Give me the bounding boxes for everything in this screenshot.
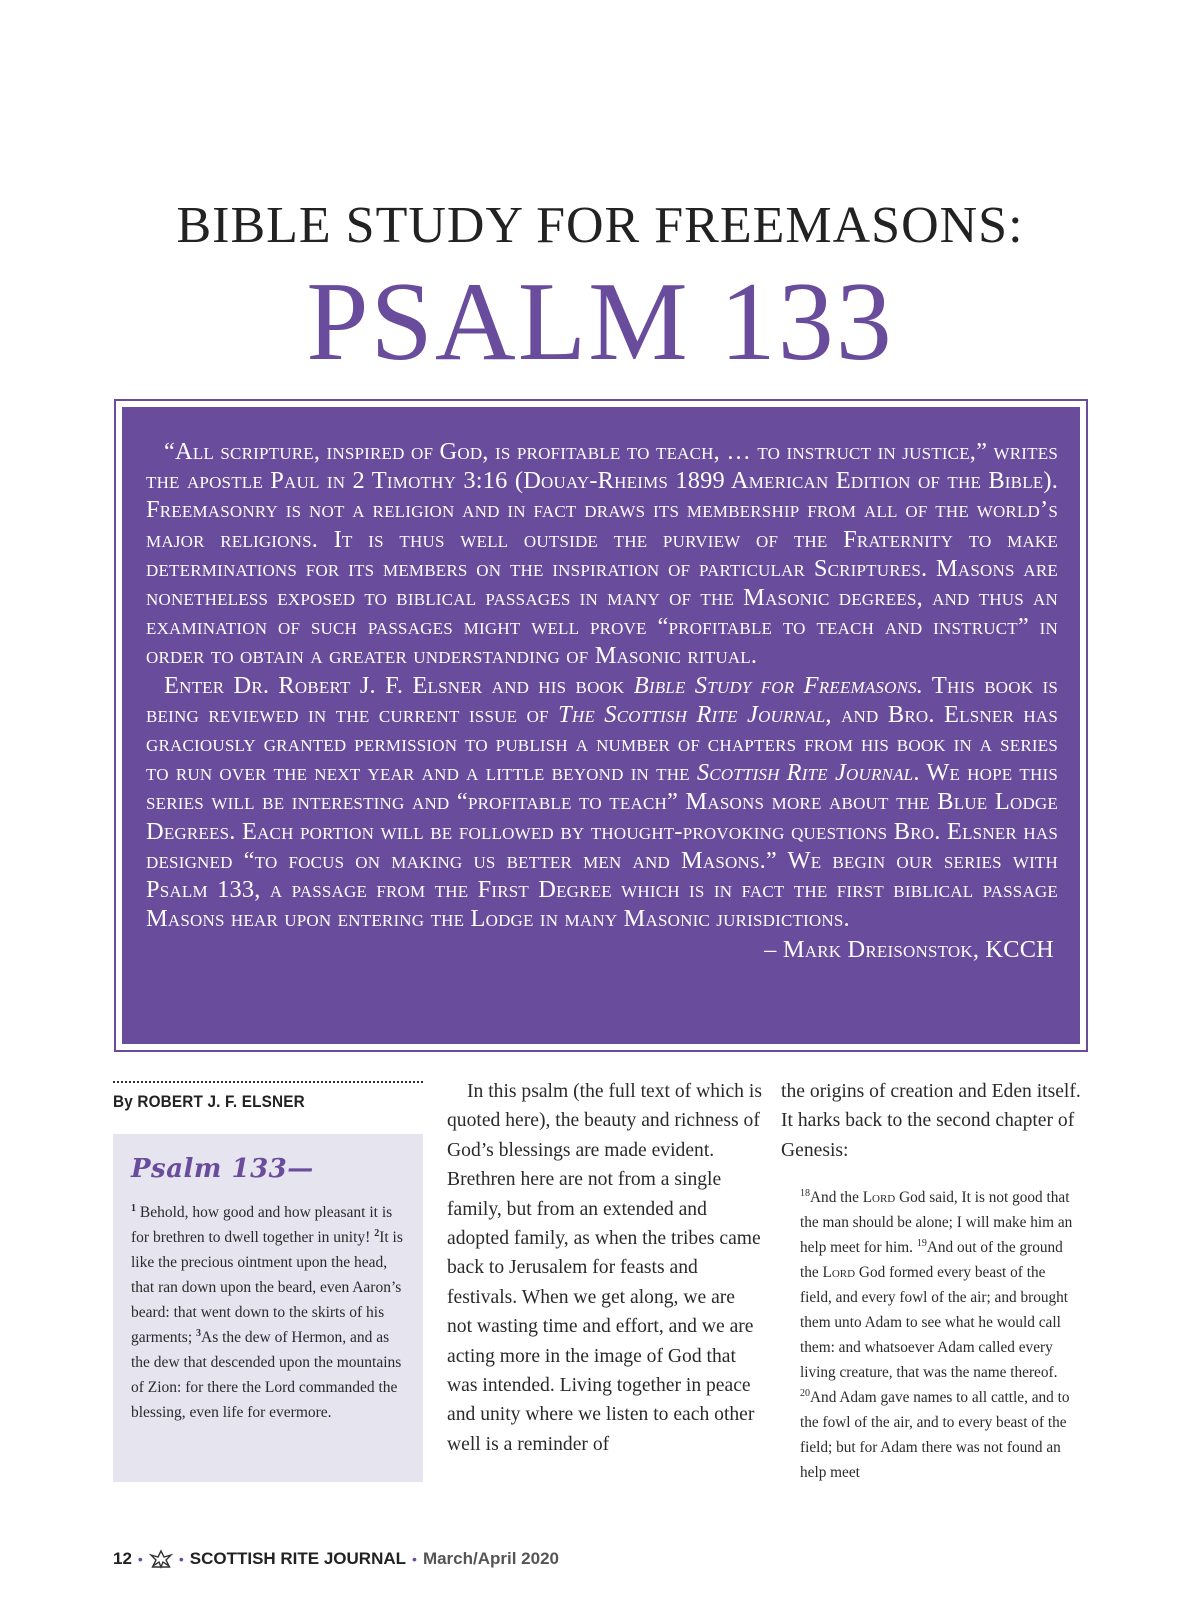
footer-bullet: • bbox=[412, 1551, 417, 1567]
body-paragraph: In this psalm (the full text of which is quoted here), the beauty and richness of God’s blessings are made evident. Brethren here are not from a single family, but from an extended and adopted family, as when the tribes came back to Jerusalem for feasts and festivals. When we get along, we are not wasting time and effort, and we are acting more in the image of God that was intended. Living together in peace and unity where we listen to each other well is a reminder of bbox=[447, 1081, 762, 1455]
footer-bullet: • bbox=[137, 1551, 143, 1567]
page-footer bbox=[113, 1547, 559, 1571]
psalm-text bbox=[131, 1200, 405, 1425]
intro-paragraph-1: “All scripture, inspired of God, is profitable to teach, … to instruct in justice,” writes the apostle Paul in 2 Timothy 3:16 (Douay-Rheims 1899 American Edition of the Bible). Freemasonry is not a religion and in fact draws its membership from all of the world’s major religions. It is thus well outside the purview of the Fraternity to make determinations for its members on the inspiration of particular Scriptures. Masons are nonetheless exposed to biblical passages in many of the Masonic degrees, and thus an examination of such passages might well prove “profitable to teach and instruct” in order to obtain a greater understanding of Masonic ritual. bbox=[146, 438, 1058, 670]
verse-text: It is like the precious ointment upon the head, that ran down upon the beard, even Aaron’s beard: that went down to the skirts of his garments; bbox=[131, 1229, 403, 1346]
byline: By ROBERT J. F. ELSNER bbox=[113, 1092, 305, 1111]
footer-bullet: • bbox=[178, 1551, 184, 1567]
verse-text: God said, It is not good that the man should be alone; I will make him an help meet for him. bbox=[800, 1189, 1073, 1256]
issue-date: March/April 2020 bbox=[422, 1549, 559, 1568]
intro-text: This book is being reviewed in the current issue of bbox=[146, 671, 1058, 728]
journal-name: SCOTTISH RITE JOURNAL bbox=[189, 1549, 407, 1568]
page-number: 12 bbox=[113, 1549, 132, 1568]
lord-smallcaps: Lord bbox=[822, 1264, 856, 1281]
verse-number: 20 bbox=[800, 1387, 810, 1399]
verse-number: 2 bbox=[374, 1227, 380, 1239]
verse-number: 19 bbox=[916, 1237, 927, 1249]
lord-smallcaps: Lord bbox=[862, 1189, 896, 1206]
journal-title: Scottish Rite Journal bbox=[696, 759, 914, 787]
article-title: PSALM 133 bbox=[306, 260, 894, 384]
byline-divider bbox=[113, 1081, 423, 1083]
verse-number: 3 bbox=[196, 1327, 201, 1339]
intro-signature: – Mark Dreisonstok, KCCH bbox=[764, 936, 1054, 964]
verse-number: 1 bbox=[131, 1202, 136, 1214]
book-title: Bible Study for Freemasons. bbox=[633, 671, 924, 699]
intro-box-inner bbox=[122, 407, 1080, 1044]
psalm-sidebar bbox=[113, 1134, 423, 1482]
verse-text: And out of the ground the bbox=[800, 1239, 1063, 1281]
genesis-quote bbox=[800, 1185, 1076, 1485]
double-headed-eagle-icon bbox=[149, 1549, 173, 1569]
body-column-3 bbox=[781, 1077, 1081, 1165]
verse-number: 18 bbox=[800, 1187, 810, 1199]
intro-text: . We hope this series will be interesting and “profitable to teach” Masons more about the Blue Lodge Degrees. Each portion will be followed by thought-provoking questions Bro. Elsner has designed “to focus on making us better men and Masons.” We begin our series with Psalm 133, a passage from the First Degree which is in fact the first biblical passage Masons hear upon entering the Lodge in many Masonic jurisdictions. bbox=[146, 759, 1058, 933]
journal-title: The Scottish Rite Journal bbox=[558, 700, 826, 728]
intro-text: , and Bro. Elsner has graciously granted permission to publish a number of chapters from his book in a series to run over the next year and a little beyond in the bbox=[146, 700, 1058, 787]
body-paragraph: the origins of creation and Eden itself. It harks back to the second chapter of Genesis: bbox=[781, 1081, 1081, 1161]
verse-text: God formed every beast of the field, and every fowl of the air; and brought them unto Adam to see what he would call them: and whatsoever Adam called every living creature, that was the name thereof. bbox=[800, 1264, 1069, 1381]
verse-text: And the bbox=[810, 1189, 863, 1206]
verse-text: And Adam gave names to all cattle, and to the fowl of the air, and to every beast of the field; but for Adam there was not found an help meet bbox=[800, 1389, 1070, 1481]
article-kicker: BIBLE STUDY FOR FREEMASONS: bbox=[176, 197, 1024, 254]
intro-box bbox=[114, 399, 1088, 1052]
verse-text: Behold, how good and how pleasant it is for brethren to dwell together in unity! bbox=[131, 1204, 393, 1246]
intro-text: Enter Dr. Robert J. F. Elsner and his book bbox=[164, 671, 634, 699]
psalm-heading: Psalm 133— bbox=[131, 1154, 314, 1184]
intro-paragraph-2 bbox=[146, 671, 1058, 934]
body-column-2 bbox=[447, 1077, 763, 1459]
verse-text: As the dew of Hermon, and as the dew that descended upon the mountains of Zion: for there the Lord commanded the blessing, even life for evermore. bbox=[131, 1329, 402, 1421]
